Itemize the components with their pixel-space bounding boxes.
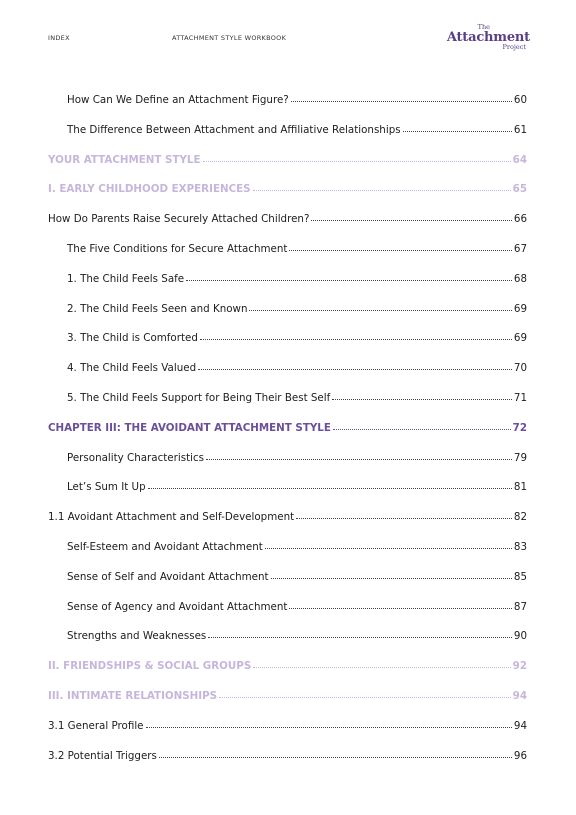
toc-entry-title: 4. The Child Feels Valued (67, 362, 197, 375)
toc-entry[interactable] (48, 362, 527, 392)
dot-leader (200, 338, 512, 340)
toc-entry-title: Sense of Agency and Avoidant Attachment (67, 600, 288, 613)
toc-entry-page: 87 (513, 600, 527, 613)
toc-entry-title: 3.1 General Profile (48, 719, 144, 732)
toc-entry[interactable] (48, 94, 527, 124)
dot-leader (208, 636, 512, 638)
toc-entry-title: I. EARLY CHILDHOOD EXPERIENCES (48, 183, 251, 196)
toc-entry-title: Let’s Sum It Up (67, 481, 146, 494)
toc-entry-page: 96 (513, 749, 527, 762)
dot-leader (198, 368, 512, 370)
dot-leader (311, 219, 511, 221)
dot-leader (333, 428, 511, 430)
toc-entry[interactable] (48, 481, 527, 511)
dot-leader (203, 160, 511, 162)
toc-entry-title: II. FRIENDSHIPS & SOCIAL GROUPS (48, 660, 252, 673)
toc-entry-title: 1.1 Avoidant Attachment and Self-Development (48, 511, 295, 524)
toc-entry[interactable] (48, 332, 527, 362)
toc-entry-title: Strengths and Weaknesses (67, 630, 207, 643)
toc-entry[interactable] (48, 720, 527, 750)
logo-line-1: The (477, 23, 490, 31)
toc-entry-title: Self-Esteem and Avoidant Attachment (67, 540, 263, 553)
toc-entry-title: CHAPTER III: THE AVOIDANT ATTACHMENT STYLE (48, 421, 331, 434)
toc-entry[interactable] (48, 750, 527, 780)
toc-entry-page: 94 (512, 689, 527, 702)
toc-entry-title: How Can We Define an Attachment Figure? (67, 94, 289, 106)
dot-leader (253, 666, 510, 668)
toc-entry[interactable] (48, 213, 527, 243)
toc-entry[interactable] (48, 690, 527, 720)
toc-entry-page: 79 (513, 451, 527, 464)
dot-leader (289, 249, 511, 251)
logo-line-2: Attachment (446, 29, 530, 45)
toc-entry-page: 83 (513, 540, 527, 553)
toc-entry-page: 68 (513, 272, 527, 285)
toc-entry[interactable] (48, 452, 527, 482)
dot-leader (146, 726, 512, 728)
logo-line-3: Project (502, 42, 526, 51)
toc-entry[interactable] (48, 303, 527, 333)
toc-entry-page: 71 (513, 391, 527, 404)
table-of-contents (48, 94, 527, 779)
toc-entry-page: 72 (512, 421, 527, 434)
toc-entry[interactable] (48, 124, 527, 154)
toc-entry[interactable] (48, 571, 527, 601)
toc-entry[interactable] (48, 154, 527, 184)
toc-entry-page: 82 (513, 511, 527, 524)
toc-entry[interactable] (48, 630, 527, 660)
dot-leader (206, 458, 512, 460)
toc-entry[interactable] (48, 541, 527, 571)
toc-entry-page: 69 (513, 332, 527, 345)
toc-entry-page: 90 (513, 630, 527, 643)
dot-leader (249, 309, 511, 311)
toc-entry-title: 1. The Child Feels Safe (67, 272, 185, 285)
toc-entry[interactable] (48, 183, 527, 213)
toc-entry[interactable] (48, 392, 527, 422)
toc-entry-title: Sense of Self and Avoidant Attachment (67, 570, 269, 583)
toc-entry-page: 70 (513, 362, 527, 375)
page-header (0, 0, 576, 60)
toc-entry-page: 67 (513, 242, 527, 255)
toc-entry-title: The Difference Between Attachment and Affiliative Relationships (67, 123, 401, 136)
dot-leader (253, 189, 511, 191)
toc-entry-title: 5. The Child Feels Support for Being Their Best Self (67, 391, 331, 404)
header-book-title: ATTACHMENT STYLE WORKBOOK (172, 34, 287, 42)
dot-leader (186, 279, 512, 281)
toc-entry-title: 3.2 Potential Triggers (48, 749, 157, 762)
toc-entry-title: III. INTIMATE RELATIONSHIPS (48, 689, 218, 702)
toc-entry-title: 3. The Child is Comforted (67, 332, 198, 345)
dot-leader (403, 130, 512, 132)
toc-entry-page: 66 (513, 213, 527, 226)
dot-leader (159, 756, 512, 758)
toc-entry[interactable] (48, 243, 527, 273)
toc-entry-page: 85 (513, 570, 527, 583)
toc-entry-page: 60 (513, 94, 527, 106)
dot-leader (291, 100, 512, 102)
brand-logo (447, 24, 530, 50)
toc-entry[interactable] (48, 660, 527, 690)
toc-entry[interactable] (48, 511, 527, 541)
toc-entry-page: 92 (512, 660, 527, 673)
toc-entry-title: YOUR ATTACHMENT STYLE (48, 153, 201, 166)
toc-entry-title: The Five Conditions for Secure Attachment (67, 242, 288, 255)
toc-entry-page: 69 (513, 302, 527, 315)
dot-leader (219, 696, 511, 698)
toc-entry[interactable] (48, 601, 527, 631)
dot-leader (148, 487, 512, 489)
toc-entry-page: 64 (512, 153, 527, 166)
dot-leader (332, 398, 512, 400)
toc-entry-page: 81 (513, 481, 527, 494)
dot-leader (271, 577, 512, 579)
toc-entry[interactable] (48, 273, 527, 303)
toc-entry-title: How Do Parents Raise Securely Attached Children? (48, 213, 310, 226)
toc-entry-page: 94 (513, 719, 527, 732)
toc-entry-page: 61 (513, 123, 527, 136)
toc-entry[interactable] (48, 422, 527, 452)
toc-entry-title: Personality Characteristics (67, 451, 205, 464)
toc-entry-page: 65 (512, 183, 527, 196)
header-section-label: INDEX (48, 34, 70, 42)
dot-leader (289, 607, 511, 609)
toc-entry-title: 2. The Child Feels Seen and Known (67, 302, 248, 315)
dot-leader (296, 517, 512, 519)
dot-leader (265, 547, 512, 549)
